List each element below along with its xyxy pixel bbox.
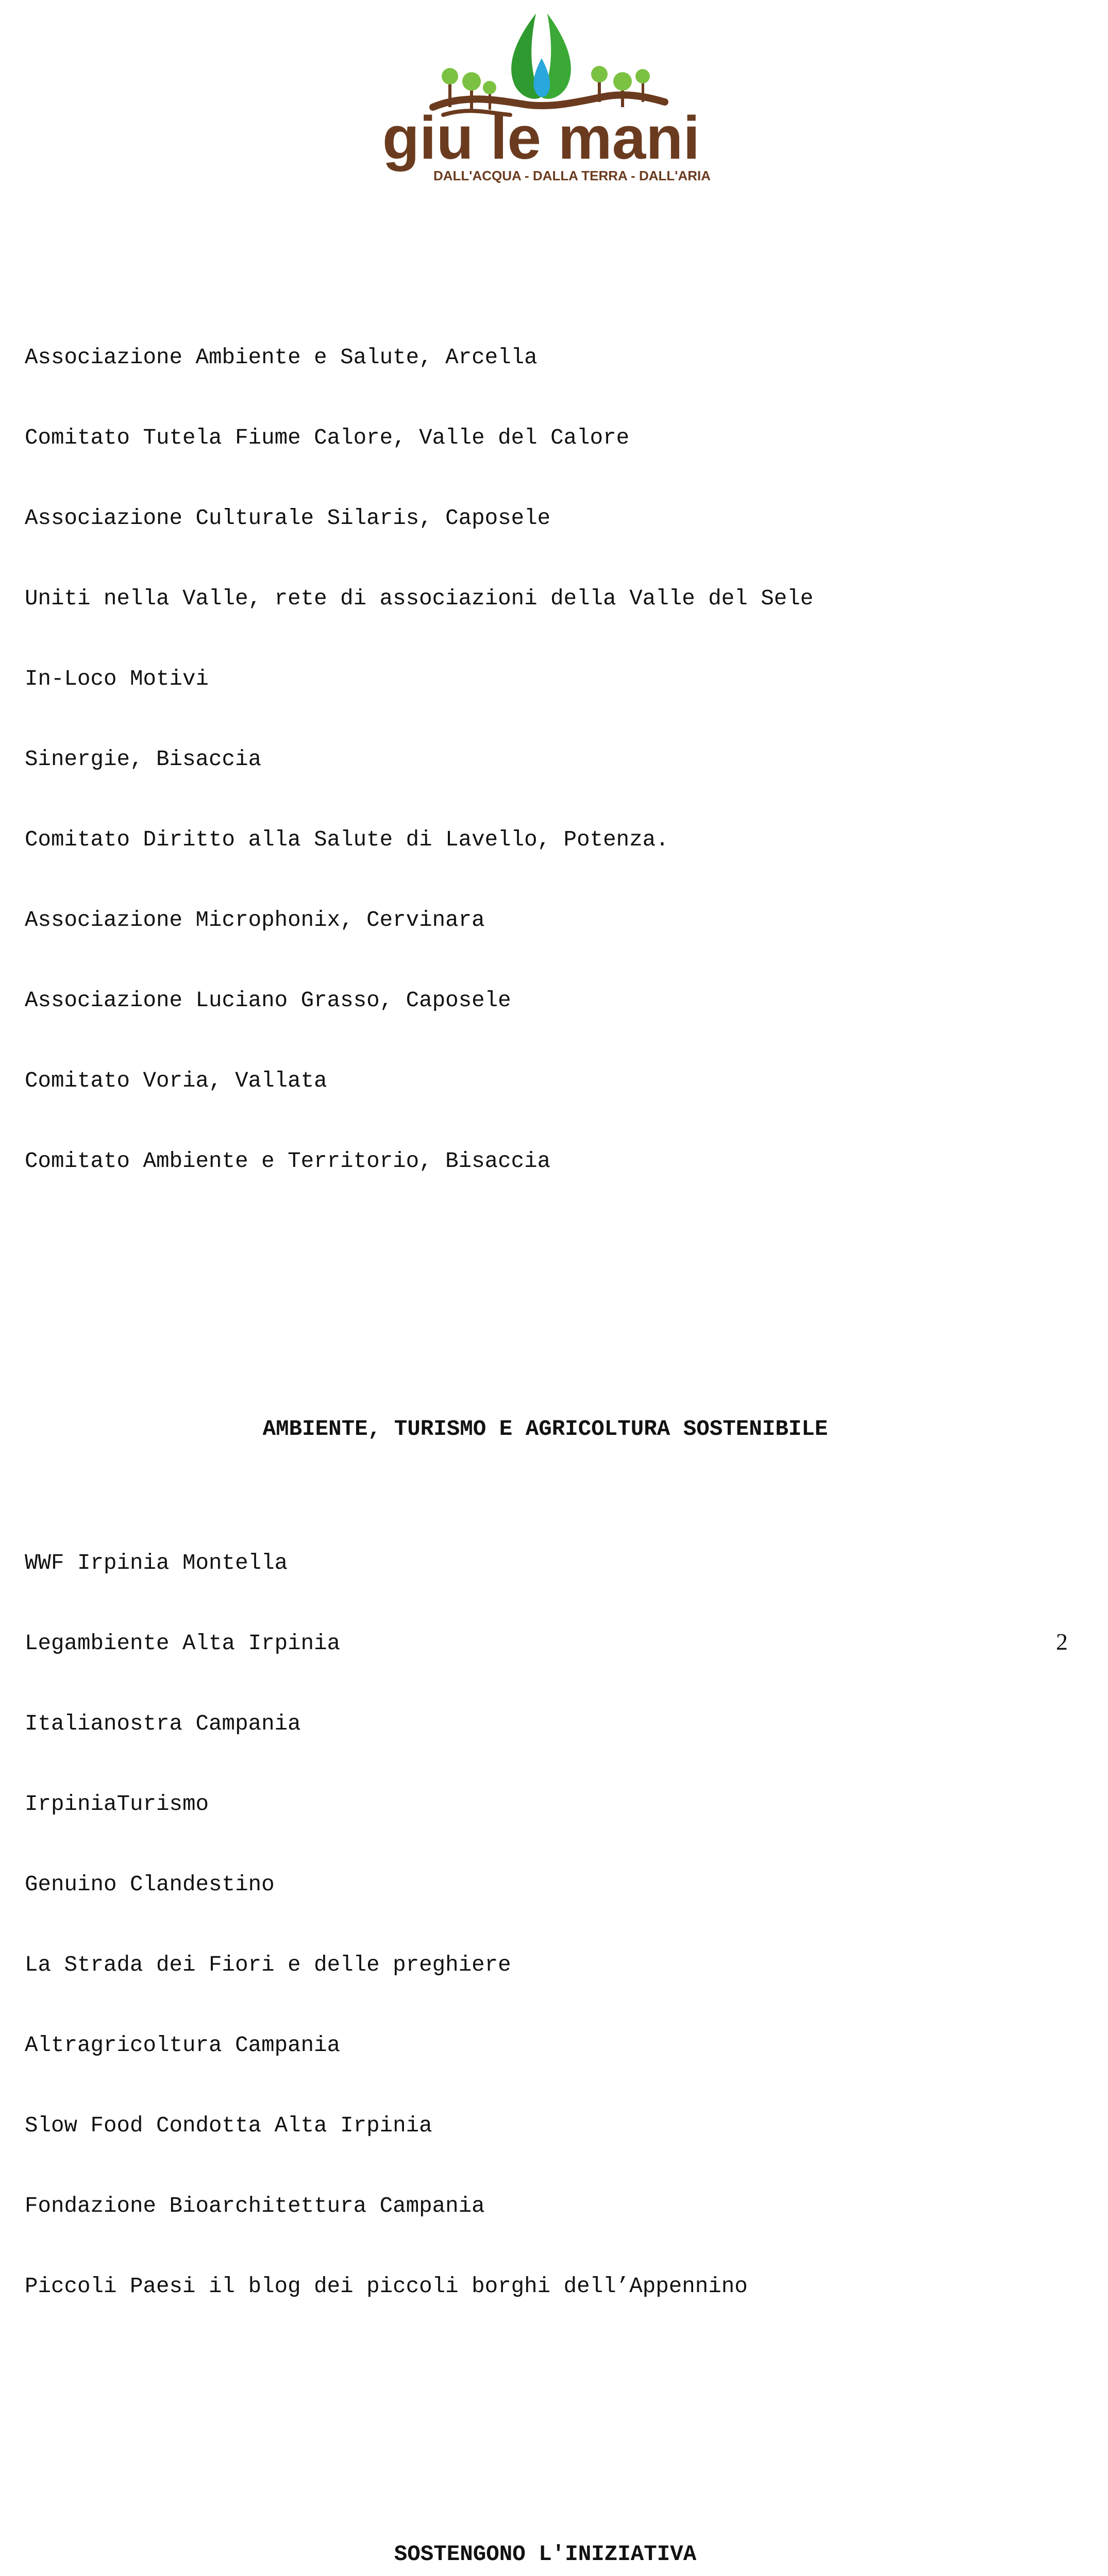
list-item: WWF Irpinia Montella <box>25 1551 288 1575</box>
section-heading-sostengono: SOSTENGONO L'INIZIATIVA <box>394 2542 697 2567</box>
list-item: Italianostra Campania <box>25 1711 301 1736</box>
list-item: Altragricoltura Campania <box>25 2033 341 2058</box>
list-item: La Strada dei Fiori e delle preghiere <box>25 1953 511 1977</box>
logo-graphic <box>356 9 727 184</box>
section-heading-ambiente: AMBIENTE, TURISMO E AGRICOLTURA SOSTENIBILE <box>262 1417 828 1442</box>
list-item: Piccoli Paesi il blog dei piccoli borghi dell’Appennino <box>25 2274 748 2299</box>
list-item: Legambiente Alta Irpinia <box>25 1631 341 1656</box>
list-item: Comitato Tutela Fiume Calore, Valle del Calore <box>25 426 630 450</box>
list-item: Associazione Luciano Grasso, Caposele <box>25 988 511 1013</box>
list-item: Comitato Diritto alla Salute di Lavello, Potenza. <box>25 827 669 852</box>
list-item: Fondazione Bioarchitettura Campania <box>25 2194 485 2218</box>
list-item: IrpiniaTurismo <box>25 1792 209 1817</box>
list-item: Associazione Ambiente e Salute, Arcella <box>25 345 538 370</box>
list-item: Slow Food Condotta Alta Irpinia <box>25 2113 432 2138</box>
list-item: Comitato Ambiente e Territorio, Bisaccia <box>25 1149 551 1174</box>
organizations-list-1 <box>25 291 1066 1228</box>
document-body <box>25 210 1066 2576</box>
giu-le-mani-logo <box>356 9 727 184</box>
list-item: Associazione Culturale Silaris, Caposele <box>25 506 551 531</box>
page-number: 2 <box>1056 1629 1068 1655</box>
list-item: Sinergie, Bisaccia <box>25 747 262 772</box>
list-item: Comitato Voria, Vallata <box>25 1069 327 1093</box>
list-item: In-Loco Motivi <box>25 667 209 691</box>
list-item: Genuino Clandestino <box>25 1872 275 1897</box>
list-item: Uniti nella Valle, rete di associazioni della Valle del Sele <box>25 586 814 611</box>
logo-wordmark: giu le mani <box>382 104 700 172</box>
organizations-list-2 <box>25 1496 1066 2353</box>
logo-tagline: DALL'ACQUA - DALLA TERRA - DALL'ARIA <box>433 168 711 183</box>
list-item: Associazione Microphonix, Cervinara <box>25 908 485 933</box>
